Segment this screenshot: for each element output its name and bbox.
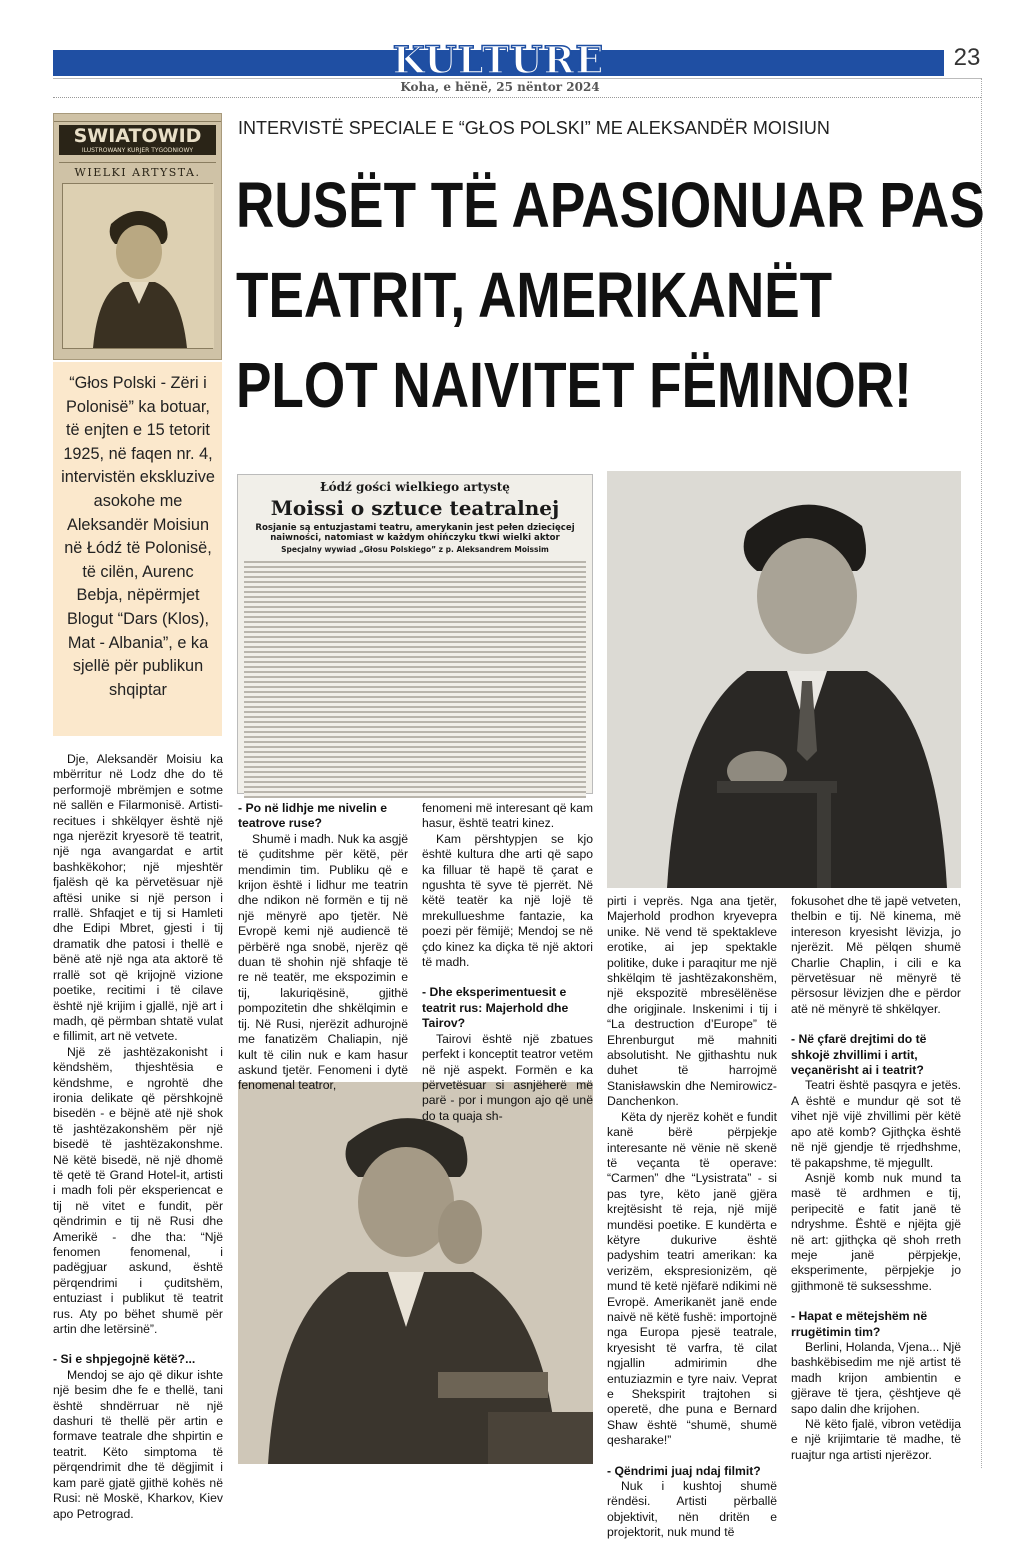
- date-rule: [53, 97, 981, 98]
- col5-paragraph-4: Berlini, Holanda, Vjena... Një bashkëbisedim me një artist të madh krijon ambientin e gjërave të tjera, çështjeve që sapo dalin dhe krijohen.: [791, 1339, 961, 1416]
- sidebar-caption: “Głos Polski - Zëri i Polonisë” ka botuar, të enjten e 15 tetorit 1925, në faqen nr. 4, intervistën ekskluzive asokohe me Aleksandër Moisiun në Łódź të Polonisë, të cilën, Aurenc Bebja, nëpërmjet Blogut “Dars (Klos), Mat - Albania”, e ka sjellë për publikun shqiptar: [61, 374, 215, 699]
- col5-question-2: - Hapat e mëtejshëm në rrugëtimin tim?: [791, 1309, 928, 1339]
- col5-paragraph-2: Teatri është pasqyra e jetës. A është e mundur që sot të vihet një vijë zhvillimi për këtë apo atë komb? Gjithçka është në një gjendje të rrjedhshme, të pakapshme, të mjegullt.: [791, 1078, 961, 1170]
- col1-paragraph-2: Një zë jashtëzakonisht i këndshëm, thjeshtësia e këndshme, e ngrohtë dhe ironia delikate që përshkojnë bisedën - e bëjnë atë një shok të jashtëzakonshëm për një bisedë të jashtëzakonshme. Në këtë bisedë, në një dhomë të qetë të Grand Hotel-it, artisti i madh foli për eksperiencat e tij në vitet e fundit, për qëndrimin e tij në Rusi dhe Amerikë - dhe tha: “Një fenomen fenomenal, i padëgjuar askund, është përqendrimi i çuditshëm, entuziast i publikut të teatrit rus. Aty po bëhet shumë për artin dhe letërsinë”.: [53, 1044, 223, 1337]
- col3-paragraph-2: Kam përshtypjen se kjo është kultura dhe arti që sapo ka filluar të hapë të çarat e ngushta të syve të pjerrët. Në këtë teatër ka një lojë të mrekullueshme fantazie, ka poezi për fëmijë; Mendoj se në çdo kinez ka diçka të një aktori të madh.: [422, 831, 593, 970]
- column-2: [238, 801, 408, 1094]
- clipping-kicker: Łódź gości wielkiego artystę: [320, 480, 510, 494]
- date-line: Koha, e hënë, 25 nëntor 2024: [400, 80, 600, 94]
- headline: [236, 160, 985, 430]
- column-5: [791, 894, 961, 1463]
- magazine-subtitle: ILUSTROWANY KURJER TYGODNIOWY: [59, 147, 216, 155]
- moissi-portrait-seated: [238, 1082, 593, 1464]
- col3-paragraph-3: Tairovi është një zbatues perfekt i konceptit teatror vetëm në një aspekt. Formën e ka përvetësuar si asnjëherë më parë - por i mungon ajo që unë do ta quaja sh-: [422, 1031, 593, 1123]
- column-4: [607, 894, 777, 1541]
- col5-paragraph-1: fokusohet dhe të japë vetveten, thelbin e tij. Në kinema, më intereson kryesisht lëvizja, jo njerëzit. Më pëlqen shumë Charlie Chaplin, i cili e ka përvetësuar në mënyrë të përsosur lëvizjen dhe e përdor atë në mënyrë të shkëlqyer.: [791, 894, 961, 1016]
- column-3: [422, 801, 593, 1124]
- col3-question-1: - Dhe eksperimentuesit e teatrit rus: Majerhold dhe Tairov?: [422, 985, 569, 1031]
- col1-paragraph-3: Mendoj se ajo që dikur ishte një besim dhe fe e thellë, tani është shndërruar në një dashuri të thellë për artin e formave teatrale dhe shpirtin e teatrit. Këto simptoma të përqendrimit dhe të dëgjimit i kam parë gjatë gjithë kohës në Rusi: në Moskë, Kharkov, Kiev apo Petrograd.: [53, 1367, 223, 1521]
- col3-paragraph-1: fenomeni më interesant që kam hasur, është teatri kinez.: [422, 801, 593, 831]
- headline-line-2: TEATRIT, AMERIKANËT: [236, 259, 833, 331]
- magazine-caption: WIELKI ARTYSTA.: [74, 166, 201, 179]
- article-kicker: INTERVISTË SPECIALE E “GŁOS POLSKI” ME ALEKSANDËR MOISIUN: [238, 118, 830, 138]
- clipping-subtitle: Rosjanie są entuzjastami teatru, amerykanin jest pełen dziecięcej naiwności, natomiast w każdym ohińczyku tkwi wielki aktor: [255, 523, 575, 543]
- col5-paragraph-3: Asnjë komb nuk mund ta masë të ardhmen e tij, peripecitë e fatit janë të ndryshme. Është e njëjta gjë në art: gjithçka që shoh rreth meje janë përpjekje, eksperimente, përpjekje jo gjithmonë të suksesshme.: [791, 1170, 961, 1293]
- headline-line-1: RUSËT TË APASIONUAR PAS: [236, 169, 985, 241]
- col2-question-1: - Po në lidhje me nivelin e teatrove ruse?: [238, 801, 387, 831]
- magazine-portrait: [62, 183, 213, 349]
- clipping-body-text: [244, 558, 586, 798]
- col5-paragraph-5: Në këto fjalë, vibron vetëdija e një krijimtarie të madhe, të ruajtur nga artisti njerëzor.: [791, 1417, 961, 1462]
- header-rule: [53, 78, 981, 79]
- col4-paragraph-2: Këta dy njerëz kohët e fundit kanë bërë përpjekje interesante në vënie në skenë të veçanta të operave: “Carmen” dhe “Lysistrata” - si pas tyre, këto janë gjëra krejtësisht të reja, një mijë mundësi poetike. E kundërta e këtyre dukurive është padyshim teatri amerikan: ka verizëm, ekspresionizëm, që mund të ketë njëfarë ndikimi në Evropë. Amerikanët janë ende naivë në këtë fushë: importojnë nga Europa pjesë teatrale, kryesisht të varfra, të cilat ngjallin admirimin dhe entuziazmin e tyre naiv. Veprat e Shekspirit trajtohen si operetë, dhe puna e Bernard Shaw është “shumë, shumë qesharake!”: [607, 1109, 777, 1448]
- col1-paragraph-1: Dje, Aleksandër Moisiu ka mbërritur në Lodz dhe do të performojë mbrëmjen e sotme në sallën e Filarmonisë. Artisti-recitues i shkëlqyer është një nga njerëzit kryesorë të teatrit, një nga avangardat e artit bashkëkohor; një mjeshtër fjalësh që ka përvetësuar një aftësi unike si një person i rrallë. Shfaqjet e tij si Hamleti dhe Edipi Mbret, gjesti i tij dramatik dhe patosi i thellë e bënë atë një nga ata aktorë të rrallë sot që krijojnë vizione poetike, recitimi i të cilave është një krijim i gjallë, një art i madh, që përmban shtatë vulat e fillimit, art në vetvete.: [53, 752, 223, 1044]
- column-1: [53, 752, 223, 1522]
- newspaper-clipping: [237, 474, 593, 794]
- moissi-portrait-leaning: [607, 471, 961, 888]
- headline-line-3: PLOT NAIVITET FËMINOR!: [236, 349, 912, 421]
- col4-paragraph-1: pirti i veprës. Nga ana tjetër, Majerhold prodhon kryevepra unike. Në vend të spektakleve erotike, ai jep spektakle politike, duke i paraqitur me një shkëlqim të jashtëzakonshëm, një ekspozitë mbresëlënëse dhe origjinale. Inskenimi i tij i “La destruction d’Europe” të Ehrenburgut më mahniti absolutisht. Ne gjithashtu nuk duhet të harrojmë Stanisławskin dhe Nemirowicz-Danchenkon.: [607, 894, 777, 1109]
- col2-paragraph-1: Shumë i madh. Nuk ka asgjë të çuditshme për këtë, për mendimin tim. Publiku që e krijon është i lidhur me teatrin dhe ndikon në formën e tij në një mënyrë apo tjetër. Në Evropë kemi një audiencë të përbërë nga snobë, njerëz që duan të shohin një shfaqje të re në teatër, me ekspozimin e tij, lakuriqësinë, gjithë pompozitetin dhe shkëlqimin e tij. Në Rusi, njerëzit adhurojnë me fanatizëm Chaliapin, një kult të cilin nuk e kam hasur askund tjetër. Fenomeni i dytë fenomenal teatror,: [238, 831, 408, 1093]
- col1-question-1: - Si e shpjegojnë këtë?...: [53, 1352, 196, 1367]
- section-title: KULTURE: [392, 38, 605, 82]
- col4-paragraph-3: Nuk i kushtoj shumë rëndësi. Artisti përballë objektivit, nën dritën e projektorit, nuk mund të: [607, 1479, 777, 1540]
- page-number: 23: [953, 44, 981, 71]
- col4-question-1: - Qëndrimi juaj ndaj filmit?: [607, 1463, 761, 1478]
- col5-question-1: - Në çfarë drejtimi do të shkojë zhvillimi i artit, veçanërisht ai i teatrit?: [791, 1032, 927, 1078]
- clipping-byline: Specjalny wywiad „Głosu Polskiego” z p. Aleksandrem Moissim: [281, 545, 549, 554]
- clipping-title: Moissi o sztuce teatralnej: [270, 496, 560, 520]
- page-right-rule: [981, 78, 982, 1468]
- magazine-cover: [53, 113, 222, 360]
- magazine-masthead: SWIATOWID: [59, 125, 216, 147]
